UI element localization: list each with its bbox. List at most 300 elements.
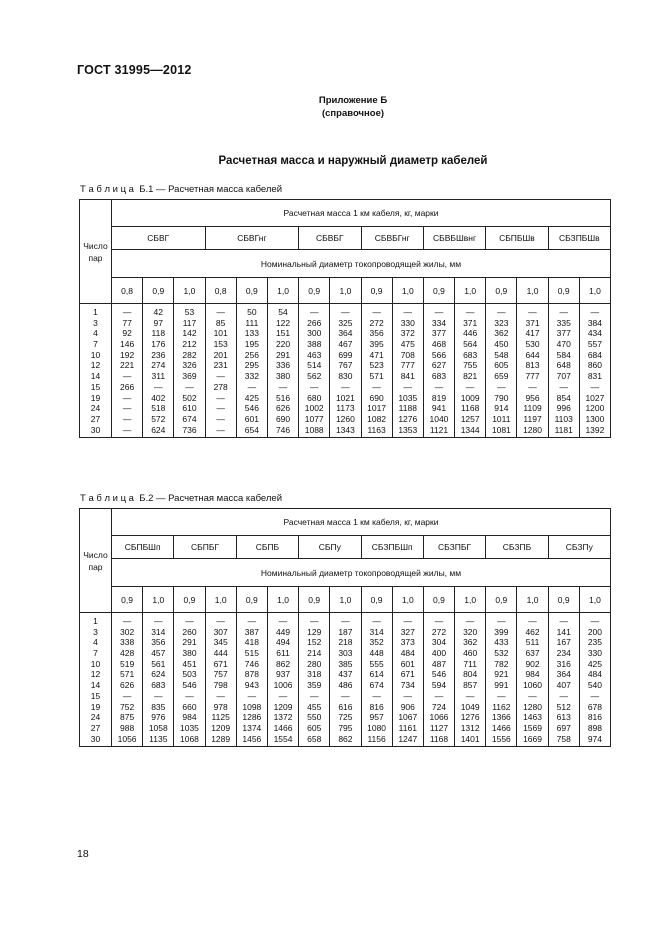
table-cell-value: 24	[90, 403, 101, 414]
table-cell-value: 7	[93, 648, 98, 659]
table-cell-value: —	[434, 690, 444, 701]
table-cell-value: 455	[307, 701, 322, 712]
table-cell-value: 303	[338, 648, 353, 659]
table-cell-value: 201	[213, 349, 228, 360]
table-cell-value: 921	[494, 669, 509, 680]
table-cell-value: 1049	[460, 701, 480, 712]
table-cell-value: 746	[244, 658, 259, 669]
table2-brand: СБЗПБГ	[423, 536, 485, 559]
table-cell-value: 546	[244, 403, 259, 414]
table-cell-value: 734	[400, 680, 415, 691]
table-cell-value: 323	[494, 317, 509, 328]
table-cell-value: —	[122, 403, 132, 414]
table-cell-value: 425	[587, 658, 602, 669]
table2-diameter: 0,9	[486, 587, 517, 613]
table-cell-value: 1343	[335, 424, 355, 435]
table2-diameter: 0,9	[423, 587, 454, 613]
table1-data-column	[205, 304, 236, 438]
table1-diameter: 0,9	[236, 278, 267, 304]
table-cell-value: 291	[275, 349, 291, 360]
table-cell-value: 511	[525, 637, 540, 648]
table-cell-value: 338	[120, 637, 135, 648]
table-cell-value: 860	[587, 360, 602, 371]
table-cell-value: 1088	[304, 424, 324, 435]
table2-pairs-column	[80, 613, 112, 747]
table2-diameter-header: Номинальный диаметр токопроводящей жилы, мм	[112, 559, 611, 587]
table-cell-value: 988	[120, 722, 135, 733]
table-cell-value: 274	[151, 360, 166, 371]
table-cell-value: —	[465, 690, 475, 701]
table-cell-value: 15	[90, 381, 101, 392]
table-cell-value: 991	[494, 680, 509, 691]
table-cell-value: 151	[275, 328, 291, 339]
table-cell-value: —	[465, 307, 475, 317]
table-cell-value: —	[497, 616, 506, 626]
table-cell-value: 725	[338, 712, 353, 723]
table-cell-value: 334	[431, 317, 447, 328]
table-cell-value: 1401	[460, 733, 480, 744]
table-cell-value: 318	[307, 669, 322, 680]
table1-data-column	[455, 304, 486, 438]
table-cell-value: 1200	[585, 403, 605, 414]
table2-data-column	[579, 613, 610, 747]
table-cell-value: —	[216, 371, 225, 382]
table-cell-value: 77	[122, 317, 132, 328]
table-cell-value: 519	[120, 658, 135, 669]
table-cell-value: —	[122, 616, 132, 626]
table-cell-value: —	[465, 381, 475, 392]
table-cell-value: 153	[213, 339, 228, 350]
table-cell-value: 1569	[523, 722, 542, 733]
table2-data-column	[455, 613, 486, 747]
table2-brand: СБПБ	[236, 536, 298, 559]
table-cell-value: 984	[182, 712, 197, 723]
table-cell-value: 626	[275, 403, 291, 414]
table-cell-value: 898	[587, 722, 602, 733]
table-cell-value: 280	[307, 658, 322, 669]
table-cell-value: 1276	[460, 712, 480, 723]
table-cell-value: 611	[276, 648, 290, 659]
table-cell-value: 746	[275, 424, 291, 435]
table-cell-value: 444	[213, 648, 228, 659]
table-cell-value: 1080	[367, 722, 387, 733]
table-cell-value: 377	[556, 328, 571, 339]
table-cell-value: 680	[307, 392, 322, 403]
table2-data-column	[486, 613, 517, 747]
table-cell-value: 1163	[367, 424, 386, 435]
table-cell-value: 1109	[523, 403, 542, 414]
annex-subtitle: (справочное)	[321, 108, 385, 119]
table1-diameter: 0,9	[361, 278, 392, 304]
table-cell-value: 502	[182, 392, 197, 403]
table-cell-value: 332	[244, 371, 259, 382]
table-cell-value: 111	[245, 317, 259, 328]
table1-brand: СБПБШв	[486, 227, 548, 250]
table-cell-value: 674	[182, 413, 197, 424]
table1-data-column	[236, 304, 267, 438]
table1-diameter: 1,0	[455, 278, 486, 304]
table2-brand: СБПу	[299, 536, 361, 559]
table-cell-value: 804	[463, 669, 478, 680]
table-cell-value: 777	[400, 360, 415, 371]
table-cell-value: 976	[151, 712, 166, 723]
table-cell-value: 1009	[460, 392, 480, 403]
table-cell-value: 571	[120, 669, 135, 680]
table2-data-column	[548, 613, 579, 747]
table-cell-value: 736	[182, 424, 197, 435]
table-cell-value: 50	[247, 307, 257, 317]
table-cell-value: 463	[307, 349, 322, 360]
table-cell-value: 816	[369, 701, 384, 712]
table1-brand: СБВБШвнг	[423, 227, 485, 250]
table-cell-value: 626	[120, 680, 135, 691]
table-cell-value: —	[341, 616, 350, 626]
table-cell-value: 1372	[273, 712, 293, 723]
table-cell-value: 831	[587, 371, 602, 382]
table-cell-value: 707	[556, 371, 571, 382]
table-cell-value: —	[122, 424, 132, 435]
table-cell-value: —	[590, 616, 600, 626]
table-cell-value: 816	[587, 712, 602, 723]
table-cell-value: 1353	[398, 424, 418, 435]
table-cell-value: 1456	[242, 733, 262, 744]
table-cell-value: 300	[307, 328, 322, 339]
table-cell-value: 195	[244, 339, 259, 350]
table-cell-value: 555	[369, 658, 384, 669]
table-cell-value: 384	[587, 317, 602, 328]
table2-mass-header: Расчетная масса 1 км кабеля, кг, марки	[112, 509, 611, 536]
table1-brand: СБВГнг	[205, 227, 299, 250]
table-cell-value: 540	[587, 680, 602, 691]
table2-diameter: 0,9	[361, 587, 392, 613]
table-cell-value: 1161	[398, 722, 417, 733]
table2-data-column	[236, 613, 267, 747]
table-cell-value: 683	[463, 349, 478, 360]
table-cell-value: 956	[525, 392, 540, 403]
table-cell-value: 335	[556, 317, 571, 328]
table-cell-value: 272	[369, 317, 384, 328]
table-cell-value: 3	[93, 317, 98, 328]
table-cell-value: 1463	[523, 712, 542, 723]
table-cell-value: 336	[275, 360, 291, 371]
section-heading: Расчетная масса и наружный диаметр кабелей	[218, 155, 488, 167]
table1-data-column	[361, 304, 392, 438]
table1-data-column	[548, 304, 579, 438]
table-cell-value: 320	[463, 626, 478, 637]
table-cell-value: 380	[182, 648, 197, 659]
table-cell-value: —	[278, 616, 288, 626]
table-cell-value: 494	[275, 637, 291, 648]
table2-data-column	[361, 613, 392, 747]
table-cell-value: 345	[213, 637, 228, 648]
table-cell-value: —	[185, 690, 194, 701]
table-cell-value: 1280	[523, 424, 542, 435]
table-cell-value: 1286	[242, 712, 262, 723]
table-cell-value: 1312	[460, 722, 480, 733]
table-cell-value: 1006	[273, 680, 293, 691]
table1-data-column	[423, 304, 454, 438]
table-cell-value: 146	[120, 339, 135, 350]
table-cell-value: 878	[244, 669, 259, 680]
table-cell-value: 385	[338, 658, 353, 669]
table1-diameter: 0,9	[423, 278, 454, 304]
table-cell-value: 1081	[491, 424, 511, 435]
table-cell-value: 1066	[429, 712, 449, 723]
table1-diameter: 1,0	[330, 278, 361, 304]
table-cell-value: 830	[338, 371, 353, 382]
table-cell-value: —	[497, 381, 506, 392]
table-cell-value: 627	[431, 360, 447, 371]
table-cell-value: —	[372, 616, 381, 626]
table-cell-value: 27	[90, 722, 101, 733]
table1-data-column	[174, 304, 205, 438]
table-cell-value: 767	[338, 360, 353, 371]
table-cell-value: 19	[90, 701, 101, 712]
table-cell-value: 10	[90, 658, 101, 669]
table2-data-column	[299, 613, 330, 747]
table-cell-value: 613	[556, 712, 571, 723]
table-cell-value: 1121	[429, 424, 449, 435]
table-cell-value: —	[341, 690, 350, 701]
table-cell-value: 1197	[523, 413, 542, 424]
table-cell-value: 457	[151, 648, 166, 659]
table-cell-value: 610	[182, 403, 197, 414]
table-cell-value: —	[372, 381, 381, 392]
table-cell-value: 487	[431, 658, 447, 669]
table-cell-value: 1011	[492, 413, 511, 424]
table2-brand: СБЗПБШп	[361, 536, 423, 559]
table-cell-value: 755	[463, 360, 478, 371]
table-cell-value: —	[590, 381, 600, 392]
table1-diameter: 0,8	[112, 278, 143, 304]
table-cell-value: —	[434, 381, 444, 392]
table-cell-value: 256	[244, 349, 259, 360]
table-cell-value: 875	[120, 712, 135, 723]
table-cell-value: 282	[182, 349, 197, 360]
table-cell-value: 449	[275, 626, 291, 637]
table-cell-value: 841	[400, 371, 415, 382]
table-cell-value: 777	[525, 371, 540, 382]
table-cell-value: —	[216, 690, 225, 701]
table2-data-column	[423, 613, 454, 747]
table2-diameter: 1,0	[392, 587, 423, 613]
table-cell-value: 624	[151, 669, 166, 680]
table-cell-value: —	[403, 616, 413, 626]
table-cell-value: 1103	[554, 413, 573, 424]
table-cell-value: 601	[400, 658, 415, 669]
table-cell-value: —	[341, 381, 350, 392]
table-cell-value: 314	[369, 626, 384, 637]
table-cell-value: 428	[120, 648, 135, 659]
table-cell-value: 614	[369, 669, 384, 680]
table-cell-value: —	[122, 690, 132, 701]
table-cell-value: —	[372, 690, 381, 701]
table1-diameter: 1,0	[579, 278, 610, 304]
table-cell-value: 699	[338, 349, 353, 360]
table2-brand: СБПБГ	[174, 536, 236, 559]
table-cell-value: 42	[153, 307, 164, 317]
table-cell-value: 316	[556, 658, 571, 669]
annex-title: Приложение Б	[318, 95, 388, 106]
table1-data-column	[267, 304, 298, 438]
table-cell-value: 616	[338, 701, 353, 712]
table1-data-column	[517, 304, 548, 438]
table-cell-value: 605	[494, 360, 509, 371]
table-cell-value: 1260	[335, 413, 355, 424]
table-cell-value: 813	[525, 360, 540, 371]
table-cell-value: 518	[151, 403, 166, 414]
table-cell-value: 54	[278, 307, 288, 317]
table-cell-value: 15	[90, 690, 101, 701]
table-cell-value: —	[278, 381, 288, 392]
table-cell-value: 327	[400, 626, 415, 637]
table-cell-value: 862	[338, 733, 353, 744]
table-cell-value: 418	[244, 637, 259, 648]
table-cell-value: —	[497, 307, 506, 317]
table2-diameter: 0,9	[548, 587, 579, 613]
table1-diameter: 0,9	[299, 278, 330, 304]
table-cell-value: —	[372, 307, 381, 317]
table-cell-value: 214	[307, 648, 322, 659]
table2-caption: Т а б л и ц а Б.2 — Расчетная масса кабелей	[80, 493, 283, 504]
table2-data-column	[392, 613, 423, 747]
table-cell-value: —	[122, 371, 132, 382]
table-cell-value: 1060	[523, 680, 542, 691]
table-cell-value: 356	[369, 328, 384, 339]
table2-brand: СБЗПу	[548, 536, 610, 559]
table-cell-value: 857	[463, 680, 478, 691]
table-cell-value: 601	[244, 413, 259, 424]
table2-diameter: 0,9	[174, 587, 205, 613]
table2-diameter: 1,0	[517, 587, 548, 613]
table-cell-value: —	[497, 690, 506, 701]
table-cell-value: 330	[587, 648, 602, 659]
table-cell-value: 12	[90, 360, 101, 371]
table1-diameter: 1,0	[174, 278, 205, 304]
table-cell-value: —	[154, 690, 163, 701]
table2-data-column	[330, 613, 361, 747]
table-cell-value: 236	[151, 349, 166, 360]
table-cell-value: 546	[182, 680, 197, 691]
table2-diameter: 1,0	[455, 587, 486, 613]
table-cell-value: 658	[307, 733, 322, 744]
table-cell-value: 758	[556, 733, 571, 744]
table-cell-value: 512	[556, 701, 571, 712]
table-cell-value: 671	[400, 669, 415, 680]
table-cell-value: 1017	[367, 403, 387, 414]
table2-diameter: 0,9	[299, 587, 330, 613]
table1-diameter: 0,9	[486, 278, 517, 304]
table-cell-value: 266	[120, 381, 135, 392]
table-cell-value: 1162	[492, 701, 511, 712]
table-cell-value: 624	[151, 424, 166, 435]
table-cell-value: —	[403, 381, 413, 392]
table-cell-value: 1466	[273, 722, 293, 733]
table-cell-value: 352	[369, 637, 384, 648]
table1-mass-header: Расчетная масса 1 км кабеля, кг, марки	[112, 200, 611, 227]
table-cell-value: 1125	[211, 712, 230, 723]
table-cell-value: 1289	[211, 733, 231, 744]
table-cell-value: 92	[122, 328, 132, 339]
table-cell-value: —	[528, 307, 537, 317]
table-cell-value: 234	[556, 648, 571, 659]
table2-diameter: 1,0	[143, 587, 174, 613]
table-cell-value: 200	[587, 626, 602, 637]
table-cell-value: 550	[307, 712, 322, 723]
table-cell-value: 757	[213, 669, 228, 680]
table2-brand: СБЗПБ	[486, 536, 548, 559]
table-cell-value: 371	[463, 317, 478, 328]
table-cell-value: 371	[525, 317, 540, 328]
table-cell-value: —	[559, 307, 568, 317]
table-cell-value: 572	[151, 413, 166, 424]
table-cell-value: 557	[587, 339, 602, 350]
table1-stub-header: Число пар	[80, 200, 112, 304]
table-cell-value: 906	[400, 701, 415, 712]
table1-data-column	[486, 304, 517, 438]
table1-diameter: 0,8	[205, 278, 236, 304]
table-cell-value: 683	[431, 371, 447, 382]
table-cell-value: 142	[182, 328, 197, 339]
table-cell-value: —	[216, 616, 225, 626]
table-cell-value: 854	[556, 392, 571, 403]
table-cell-value: 530	[525, 339, 540, 350]
table-cell-value: —	[278, 690, 288, 701]
table-cell-value: —	[154, 616, 163, 626]
table1-diameter: 1,0	[267, 278, 298, 304]
table-cell-value: 451	[182, 658, 197, 669]
table-cell-value: 446	[463, 328, 478, 339]
table1-data-column	[143, 304, 174, 438]
table-cell-value: 1127	[429, 722, 449, 733]
table-cell-value: 325	[338, 317, 353, 328]
table-cell-value: 914	[494, 403, 509, 414]
table-cell-value: 724	[431, 701, 447, 712]
table-cell-value: 1276	[398, 413, 418, 424]
table-cell-value: 1056	[117, 733, 137, 744]
table-cell-value: 835	[151, 701, 166, 712]
table-cell-value: —	[216, 403, 225, 414]
table2-data-column	[112, 613, 143, 747]
table-cell-value: —	[309, 616, 319, 626]
table-cell-value: 24	[90, 712, 101, 723]
table-cell-value: 314	[151, 626, 166, 637]
table-cell-value: —	[590, 690, 600, 701]
table-cell-value: —	[185, 381, 194, 392]
table-cell-value: 212	[182, 339, 197, 350]
table-cell-value: 30	[90, 733, 101, 744]
table-cell-value: —	[185, 616, 194, 626]
table-cell-value: 637	[525, 648, 540, 659]
table-cell-value: 220	[275, 339, 291, 350]
table-cell-value: 1466	[491, 722, 511, 733]
table-cell-value: 795	[338, 722, 353, 733]
table-cell-value: —	[528, 690, 537, 701]
table2-diameter: 0,9	[112, 587, 143, 613]
table-cell-value: —	[341, 307, 350, 317]
table-cell-value: 272	[431, 626, 447, 637]
table-cell-value: 1280	[523, 701, 542, 712]
table-cell-value: 27	[90, 413, 101, 424]
table-cell-value: 1027	[585, 392, 605, 403]
table-cell-value: 4	[93, 637, 98, 648]
table-cell-value: 295	[244, 360, 259, 371]
table2-stub-header: Число пар	[80, 509, 112, 613]
table-cell-value: —	[528, 381, 537, 392]
table-cell-value: 359	[307, 680, 322, 691]
table-cell-value: 996	[556, 403, 571, 414]
table2-data-column	[143, 613, 174, 747]
